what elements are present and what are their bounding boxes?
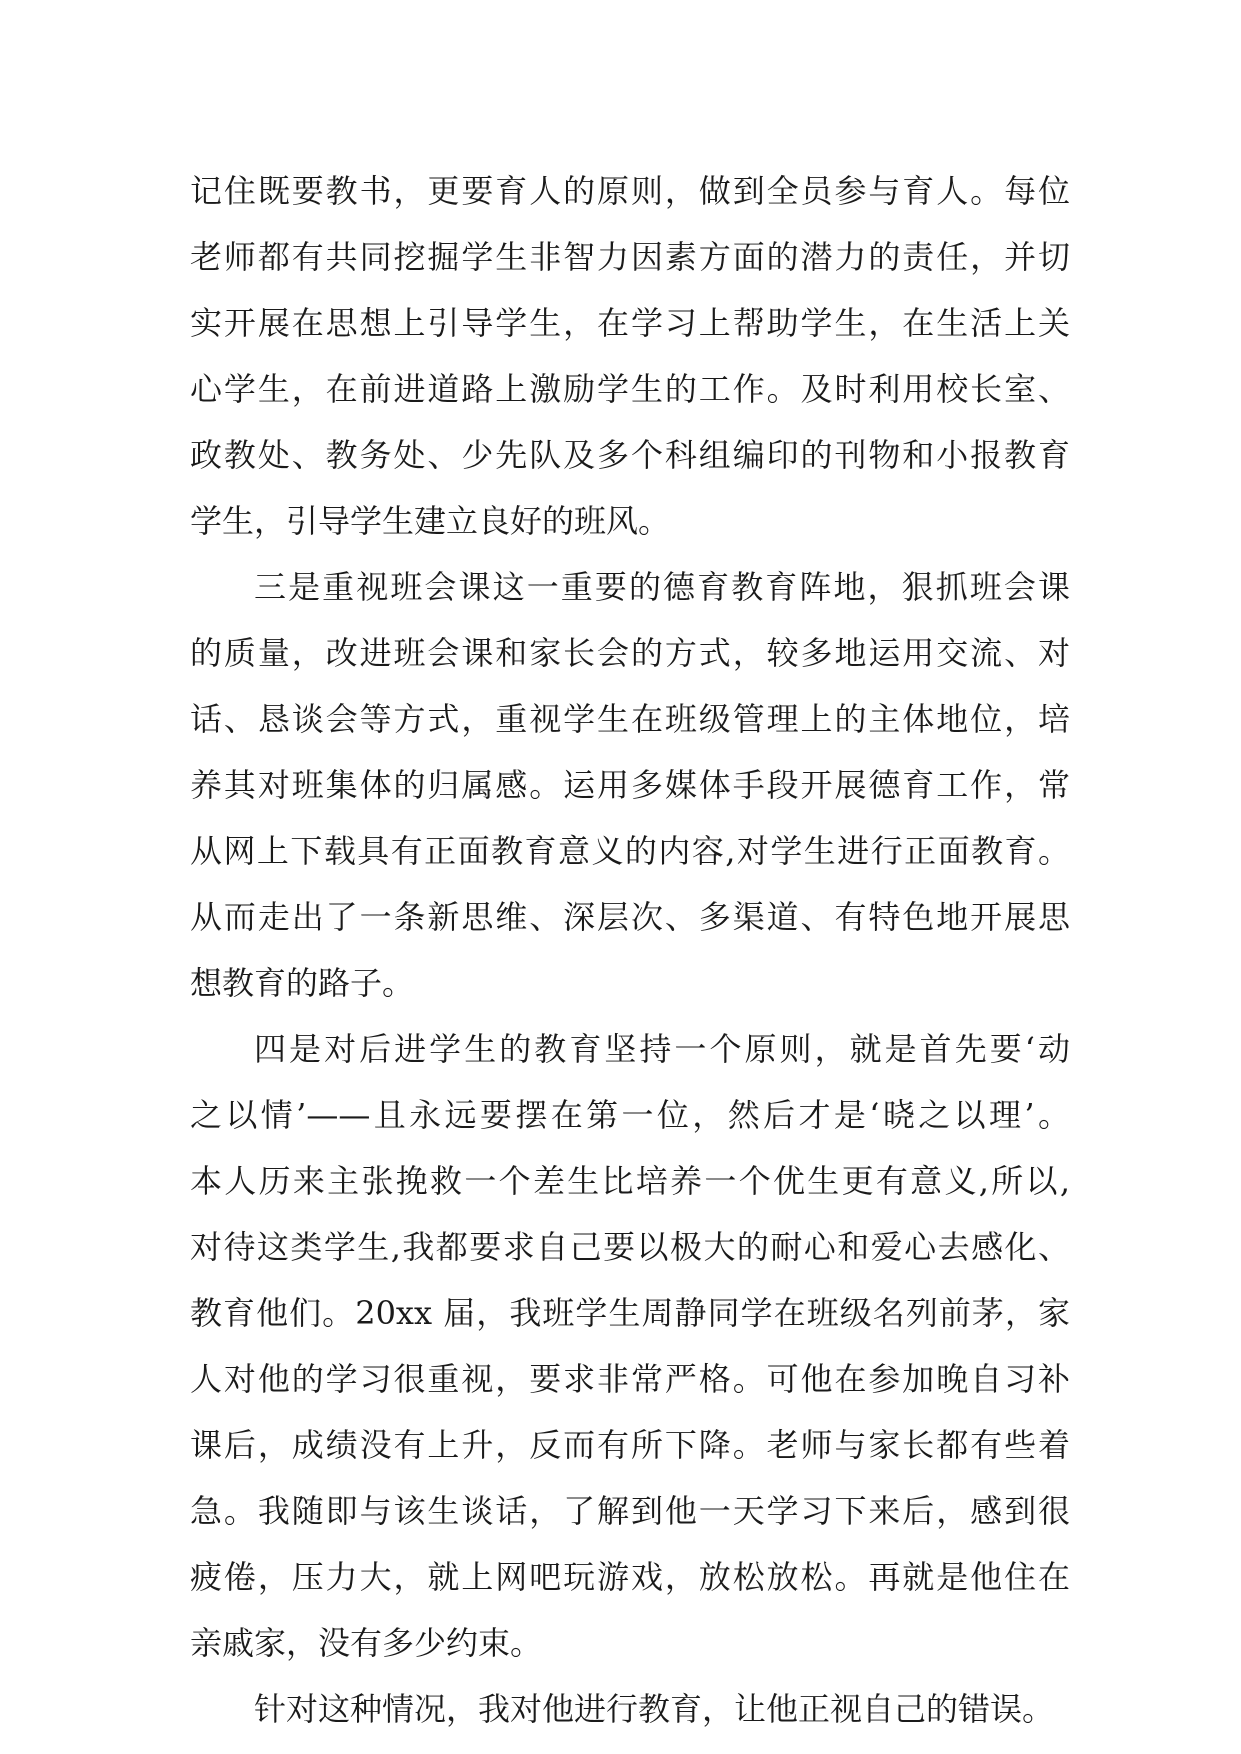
text-line: 四是对后进学生的教育坚持一个原则，就是首先要‘动 <box>254 1030 1070 1068</box>
text-line: 政教处、教务处、少先队及多个科组编印的刊物和小报教育 <box>190 436 1070 474</box>
text-line: 针对这种情况，我对他进行教育，让他正视自己的错误。 <box>254 1690 1055 1728</box>
text-line: 本人历来主张挽救一个差生比培养一个优生更有意义,所以, <box>190 1162 1070 1200</box>
text-line: 的质量，改进班会课和家长会的方式，较多地运用交流、对 <box>190 634 1070 672</box>
text-line: 心学生，在前进道路上激励学生的工作。及时利用校长室、 <box>190 370 1070 408</box>
text-line: 老师都有共同挖掘学生非智力因素方面的潜力的责任，并切 <box>190 238 1070 276</box>
text-line: 急。我随即与该生谈话，了解到他一天学习下来后，感到很 <box>190 1492 1070 1530</box>
text-line: 疲倦，压力大，就上网吧玩游戏，放松放松。再就是他住在 <box>190 1558 1070 1596</box>
text-line: 人对他的学习很重视，要求非常严格。可他在参加晚自习补 <box>190 1360 1070 1398</box>
text-line: 亲戚家，没有多少约束。 <box>190 1624 543 1662</box>
text-line: 学生，引导学生建立良好的班风。 <box>190 502 671 540</box>
text-line: 对待这类学生,我都要求自己要以极大的耐心和爱心去感化、 <box>190 1228 1070 1266</box>
text-line: 从网上下载具有正面教育意义的内容,对学生进行正面教育。 <box>190 832 1070 870</box>
text-line: 之以情’——且永远要摆在第一位，然后才是‘晓之以理’。 <box>190 1096 1070 1134</box>
body-text <box>190 158 1070 1742</box>
text-line: 养其对班集体的归属感。运用多媒体手段开展德育工作，常 <box>190 766 1070 804</box>
text-line: 记住既要教书，更要育人的原则，做到全员参与育人。每位 <box>190 172 1070 210</box>
text-line: 实开展在思想上引导学生，在学习上帮助学生，在生活上关 <box>190 304 1070 342</box>
text-line: 课后，成绩没有上升，反而有所下降。老师与家长都有些着 <box>190 1426 1070 1464</box>
text-line: 三是重视班会课这一重要的德育教育阵地，狠抓班会课 <box>254 568 1070 606</box>
text-line: 想教育的路子。 <box>190 964 415 1002</box>
text-line: 从而走出了一条新思维、深层次、多渠道、有特色地开展思 <box>190 898 1070 936</box>
text-line: 教育他们。20xx 届，我班学生周静同学在班级名列前茅，家 <box>190 1294 1070 1332</box>
text-line: 话、恳谈会等方式，重视学生在班级管理上的主体地位，培 <box>190 700 1070 738</box>
